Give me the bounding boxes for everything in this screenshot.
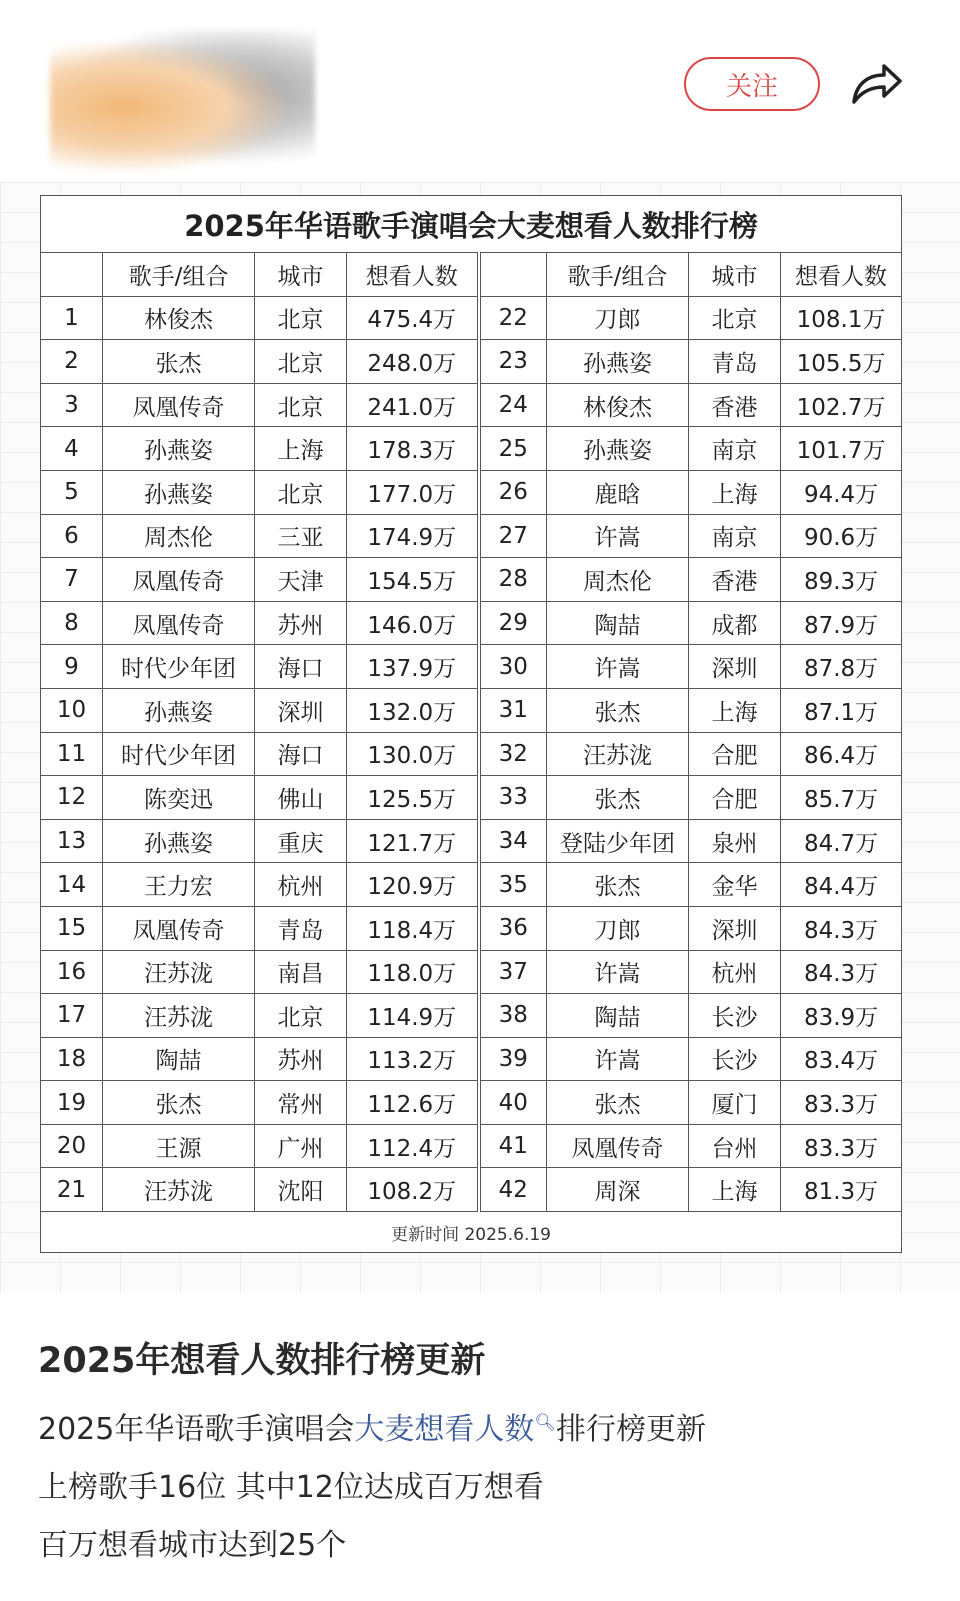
cell-city: 杭州 — [255, 863, 347, 907]
table-row — [41, 950, 902, 994]
cell-rank: 9 — [41, 645, 103, 689]
cell-singer: 许嵩 — [547, 1037, 689, 1081]
cell-singer: 孙燕姿 — [547, 340, 689, 384]
cell-rank: 39 — [479, 1037, 547, 1081]
cell-city: 泉州 — [689, 819, 781, 863]
cell-count: 154.5万 — [347, 558, 479, 602]
col-count: 想看人数 — [347, 253, 479, 297]
cell-singer: 林俊杰 — [547, 383, 689, 427]
cell-city: 台州 — [689, 1124, 781, 1168]
cell-rank: 12 — [41, 776, 103, 820]
cell-rank: 42 — [479, 1168, 547, 1212]
cell-count: 121.7万 — [347, 819, 479, 863]
cell-singer: 林俊杰 — [103, 296, 255, 340]
cell-city: 海口 — [255, 732, 347, 776]
cell-rank: 26 — [479, 470, 547, 514]
cell-city: 佛山 — [255, 776, 347, 820]
cell-singer: 周杰伦 — [103, 514, 255, 558]
cell-city: 天津 — [255, 558, 347, 602]
cell-singer: 张杰 — [103, 1081, 255, 1125]
cell-rank: 15 — [41, 906, 103, 950]
cell-rank: 27 — [479, 514, 547, 558]
cell-rank: 6 — [41, 514, 103, 558]
cell-singer: 张杰 — [547, 863, 689, 907]
cell-rank: 28 — [479, 558, 547, 602]
cell-rank: 4 — [41, 427, 103, 471]
cell-count: 89.3万 — [781, 558, 902, 602]
cell-singer: 时代少年团 — [103, 645, 255, 689]
cell-count: 84.7万 — [781, 819, 902, 863]
cell-city: 三亚 — [255, 514, 347, 558]
cell-count: 84.3万 — [781, 950, 902, 994]
col-rank — [479, 253, 547, 297]
cell-singer: 孙燕姿 — [103, 470, 255, 514]
cell-singer: 刀郎 — [547, 296, 689, 340]
cell-city: 北京 — [255, 383, 347, 427]
cell-count: 178.3万 — [347, 427, 479, 471]
table-title: 2025年华语歌手演唱会大麦想看人数排行榜 — [41, 196, 902, 253]
cell-city: 金华 — [689, 863, 781, 907]
cell-city: 南京 — [689, 514, 781, 558]
cell-rank: 20 — [41, 1124, 103, 1168]
table-row — [41, 427, 902, 471]
cell-count: 105.5万 — [781, 340, 902, 384]
post-text-line — [38, 1404, 706, 1448]
post-text-line: 百万想看城市达到25个 — [38, 1528, 347, 1563]
cell-rank: 3 — [41, 383, 103, 427]
cell-rank: 16 — [41, 950, 103, 994]
cell-count: 86.4万 — [781, 732, 902, 776]
col-city: 城市 — [255, 253, 347, 297]
cell-city: 常州 — [255, 1081, 347, 1125]
cell-rank: 30 — [479, 645, 547, 689]
table-row — [41, 645, 902, 689]
cell-count: 174.9万 — [347, 514, 479, 558]
cell-count: 125.5万 — [347, 776, 479, 820]
cell-city: 上海 — [689, 688, 781, 732]
cell-count: 83.4万 — [781, 1037, 902, 1081]
cell-rank: 37 — [479, 950, 547, 994]
table-row — [41, 601, 902, 645]
cell-singer: 张杰 — [103, 340, 255, 384]
cell-singer: 时代少年团 — [103, 732, 255, 776]
cell-rank: 13 — [41, 819, 103, 863]
cell-rank: 14 — [41, 863, 103, 907]
cell-singer: 陈奕迅 — [103, 776, 255, 820]
cell-city: 杭州 — [689, 950, 781, 994]
cell-count: 83.9万 — [781, 994, 902, 1038]
cell-count: 87.8万 — [781, 645, 902, 689]
cell-singer: 张杰 — [547, 688, 689, 732]
cell-singer: 许嵩 — [547, 514, 689, 558]
cell-city: 广州 — [255, 1124, 347, 1168]
cell-count: 81.3万 — [781, 1168, 902, 1212]
cell-count: 112.4万 — [347, 1124, 479, 1168]
search-icon[interactable]: 🔍︎ — [534, 1413, 556, 1433]
cell-city: 青岛 — [689, 340, 781, 384]
cell-rank: 5 — [41, 470, 103, 514]
cell-count: 475.4万 — [347, 296, 479, 340]
cell-rank: 19 — [41, 1081, 103, 1125]
cell-singer: 凤凰传奇 — [103, 906, 255, 950]
table-row — [41, 340, 902, 384]
cell-count: 112.6万 — [347, 1081, 479, 1125]
post-text: 2025年华语歌手演唱会 — [38, 1412, 355, 1447]
cell-city: 苏州 — [255, 1037, 347, 1081]
cell-city: 北京 — [255, 470, 347, 514]
cell-rank: 22 — [479, 296, 547, 340]
cell-singer: 王力宏 — [103, 863, 255, 907]
cell-count: 113.2万 — [347, 1037, 479, 1081]
post-text-line: 上榜歌手16位 其中12位达成百万想看 — [38, 1470, 544, 1505]
cell-rank: 18 — [41, 1037, 103, 1081]
cell-rank: 8 — [41, 601, 103, 645]
cell-count: 87.1万 — [781, 688, 902, 732]
cell-city: 厦门 — [689, 1081, 781, 1125]
share-icon[interactable] — [848, 58, 904, 108]
cell-city: 苏州 — [255, 601, 347, 645]
cell-rank: 10 — [41, 688, 103, 732]
cell-rank: 36 — [479, 906, 547, 950]
cell-singer: 张杰 — [547, 776, 689, 820]
cell-city: 合肥 — [689, 776, 781, 820]
col-singer: 歌手/组合 — [547, 253, 689, 297]
cell-city: 合肥 — [689, 732, 781, 776]
cell-singer: 许嵩 — [547, 645, 689, 689]
cell-count: 87.9万 — [781, 601, 902, 645]
cell-count: 94.4万 — [781, 470, 902, 514]
cell-city: 北京 — [255, 994, 347, 1038]
cell-rank: 24 — [479, 383, 547, 427]
cell-singer: 汪苏泷 — [547, 732, 689, 776]
cell-count: 137.9万 — [347, 645, 479, 689]
cell-count: 102.7万 — [781, 383, 902, 427]
cell-city: 重庆 — [255, 819, 347, 863]
table-row — [41, 383, 902, 427]
cell-city: 香港 — [689, 383, 781, 427]
cell-rank: 32 — [479, 732, 547, 776]
table-row — [41, 296, 902, 340]
cell-city: 南昌 — [255, 950, 347, 994]
cell-city: 上海 — [255, 427, 347, 471]
table-row — [41, 1168, 902, 1212]
table-row — [41, 994, 902, 1038]
cell-count: 130.0万 — [347, 732, 479, 776]
cell-count: 101.7万 — [781, 427, 902, 471]
cell-city: 深圳 — [255, 688, 347, 732]
cell-rank: 31 — [479, 688, 547, 732]
cell-city: 海口 — [255, 645, 347, 689]
cell-singer: 凤凰传奇 — [103, 558, 255, 602]
cell-rank: 25 — [479, 427, 547, 471]
cell-count: 177.0万 — [347, 470, 479, 514]
table-row — [41, 732, 902, 776]
cell-singer: 孙燕姿 — [103, 688, 255, 732]
cell-city: 上海 — [689, 470, 781, 514]
cell-count: 90.6万 — [781, 514, 902, 558]
cell-singer: 陶喆 — [103, 1037, 255, 1081]
cell-singer: 许嵩 — [547, 950, 689, 994]
cell-city: 成都 — [689, 601, 781, 645]
cell-count: 118.0万 — [347, 950, 479, 994]
cell-count: 146.0万 — [347, 601, 479, 645]
cell-rank: 29 — [479, 601, 547, 645]
table-row — [41, 514, 902, 558]
cell-city: 北京 — [689, 296, 781, 340]
cell-city: 上海 — [689, 1168, 781, 1212]
cell-rank: 11 — [41, 732, 103, 776]
table-header-row — [41, 253, 902, 297]
cell-count: 83.3万 — [781, 1124, 902, 1168]
cell-count: 132.0万 — [347, 688, 479, 732]
cell-rank: 2 — [41, 340, 103, 384]
cell-singer: 孙燕姿 — [547, 427, 689, 471]
cell-singer: 周深 — [547, 1168, 689, 1212]
cell-singer: 凤凰传奇 — [103, 601, 255, 645]
cell-singer: 汪苏泷 — [103, 994, 255, 1038]
cell-count: 120.9万 — [347, 863, 479, 907]
cell-rank: 41 — [479, 1124, 547, 1168]
cell-rank: 35 — [479, 863, 547, 907]
cell-count: 114.9万 — [347, 994, 479, 1038]
cell-singer: 孙燕姿 — [103, 427, 255, 471]
cell-rank: 23 — [479, 340, 547, 384]
cell-count: 83.3万 — [781, 1081, 902, 1125]
cell-singer: 王源 — [103, 1124, 255, 1168]
cell-singer: 汪苏泷 — [103, 1168, 255, 1212]
table-row — [41, 470, 902, 514]
cell-singer: 陶喆 — [547, 601, 689, 645]
cell-count: 84.4万 — [781, 863, 902, 907]
update-time: 更新时间 2025.6.19 — [41, 1212, 902, 1253]
topic-link[interactable]: 大麦想看人数 — [354, 1412, 535, 1447]
col-singer: 歌手/组合 — [103, 253, 255, 297]
follow-button[interactable]: 关注 — [684, 57, 820, 111]
cell-singer: 孙燕姿 — [103, 819, 255, 863]
table-row — [41, 558, 902, 602]
col-city: 城市 — [689, 253, 781, 297]
cell-rank: 40 — [479, 1081, 547, 1125]
cell-count: 241.0万 — [347, 383, 479, 427]
table-row — [41, 1124, 902, 1168]
table-row — [41, 1037, 902, 1081]
cell-city: 沈阳 — [255, 1168, 347, 1212]
ranking-table — [40, 195, 902, 1253]
cell-singer: 周杰伦 — [547, 558, 689, 602]
table-row — [41, 819, 902, 863]
table-row — [41, 688, 902, 732]
cell-rank: 34 — [479, 819, 547, 863]
cell-rank: 21 — [41, 1168, 103, 1212]
cell-singer: 鹿晗 — [547, 470, 689, 514]
cell-city: 长沙 — [689, 1037, 781, 1081]
cell-city: 北京 — [255, 340, 347, 384]
cell-city: 南京 — [689, 427, 781, 471]
cell-city: 香港 — [689, 558, 781, 602]
table-row — [41, 906, 902, 950]
cell-singer: 陶喆 — [547, 994, 689, 1038]
col-rank — [41, 253, 103, 297]
cell-city: 北京 — [255, 296, 347, 340]
cell-rank: 7 — [41, 558, 103, 602]
col-count: 想看人数 — [781, 253, 902, 297]
cell-count: 118.4万 — [347, 906, 479, 950]
cell-city: 长沙 — [689, 994, 781, 1038]
cell-city: 深圳 — [689, 645, 781, 689]
cell-singer: 张杰 — [547, 1081, 689, 1125]
cell-rank: 1 — [41, 296, 103, 340]
table-row — [41, 863, 902, 907]
cell-rank: 17 — [41, 994, 103, 1038]
cell-count: 85.7万 — [781, 776, 902, 820]
cell-count: 108.1万 — [781, 296, 902, 340]
cell-count: 84.3万 — [781, 906, 902, 950]
cell-singer: 刀郎 — [547, 906, 689, 950]
cell-rank: 38 — [479, 994, 547, 1038]
cell-singer: 凤凰传奇 — [547, 1124, 689, 1168]
cell-city: 深圳 — [689, 906, 781, 950]
cell-singer: 凤凰传奇 — [103, 383, 255, 427]
cell-rank: 33 — [479, 776, 547, 820]
cell-singer: 登陆少年团 — [547, 819, 689, 863]
table-row — [41, 1081, 902, 1125]
post-title: 2025年想看人数排行榜更新 — [38, 1341, 486, 1381]
post-header — [0, 0, 960, 190]
cell-city: 青岛 — [255, 906, 347, 950]
cell-singer: 汪苏泷 — [103, 950, 255, 994]
table-row — [41, 776, 902, 820]
ranking-image — [0, 182, 960, 1292]
post-text: 排行榜更新 — [555, 1412, 706, 1447]
cell-count: 108.2万 — [347, 1168, 479, 1212]
cell-count: 248.0万 — [347, 340, 479, 384]
blurred-author-info — [50, 30, 315, 170]
